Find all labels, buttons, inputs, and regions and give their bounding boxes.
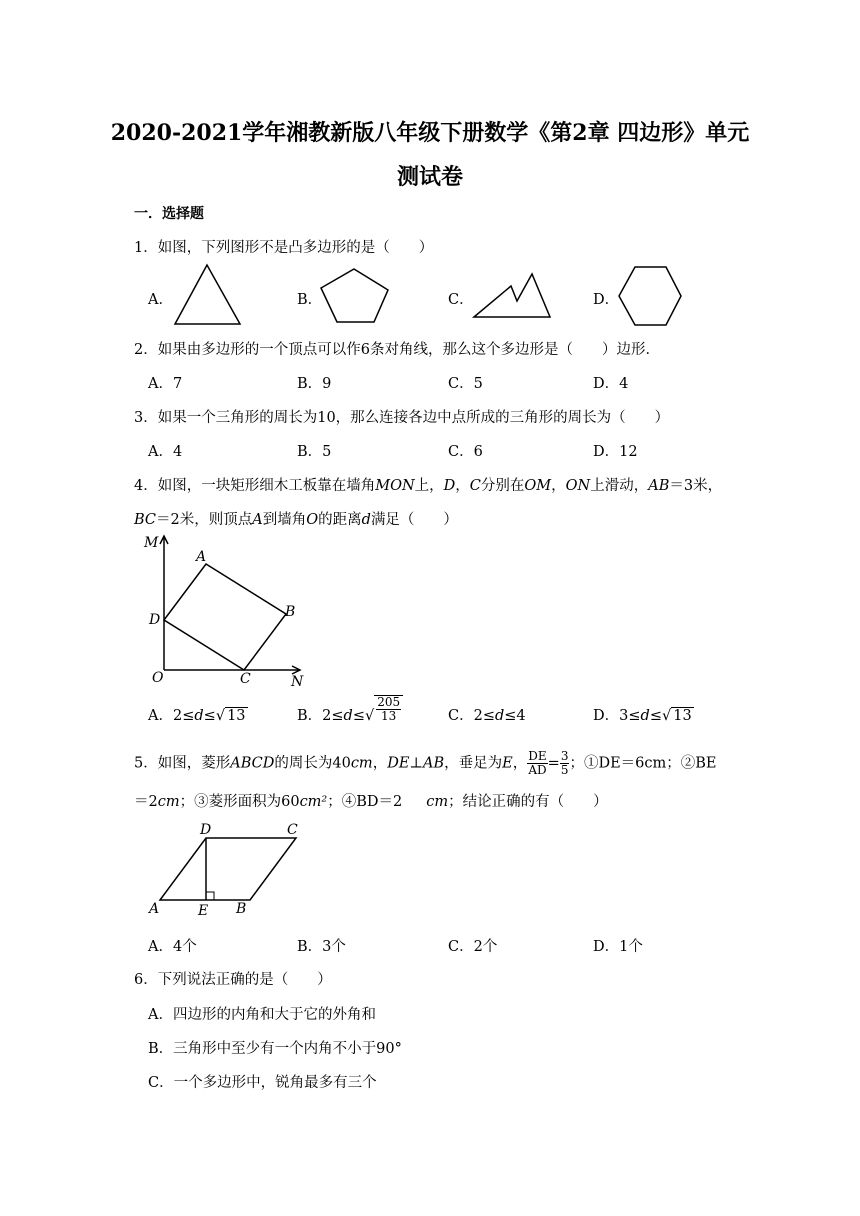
q3-option-d: D．12: [593, 444, 638, 460]
hexagon-figure: [616, 264, 684, 328]
q1-option-b: B．: [297, 292, 323, 308]
label-c: C: [287, 822, 298, 838]
q5-option-d: D．1个: [593, 939, 643, 955]
q2-option-c: C．5: [448, 376, 483, 392]
fraction-3-5: $\frac{3}{5}$: [560, 749, 569, 777]
label-e: E: [198, 903, 209, 919]
label-d: D: [200, 822, 212, 838]
q3-option-c: C．6: [448, 444, 483, 460]
q5-rhombus-figure: [146, 822, 306, 918]
label-a: A: [196, 549, 207, 565]
label-c: C: [240, 671, 251, 687]
label-n: N: [291, 674, 304, 690]
question-6-stem: 6．下列说法正确的是（ ）: [134, 972, 332, 988]
question-4-stem-line1: 4．如图，一块矩形细木工板靠在墙角MON上，D，C分别在OM，ON上滑动，AB＝3米，: [134, 478, 723, 494]
q6-option-c: C．一个多边形中，锐角最多有三个: [148, 1075, 377, 1091]
q4-option-a: A．2≤d≤√ 13: [148, 708, 246, 724]
exam-title-line1: 2020-2021学年湘教新版八年级下册数学《第2章 四边形》单元: [110, 120, 750, 146]
q1-option-c: C．: [448, 292, 474, 308]
question-1-stem: 1．如图，下列图形不是凸多边形的是（ ）: [134, 240, 434, 256]
label-b: B: [285, 604, 296, 620]
q3-option-a: A．4: [148, 444, 183, 460]
q2-option-b: B．9: [297, 376, 332, 392]
question-5-stem-line1: 5．如图，菱形ABCD的周长为40cm，DE⊥AB，垂足为E， $\frac{DE}{AD}$ = $\frac{3}{5}$ ；①DE＝6cm；②BE: [134, 749, 717, 777]
q2-option-a: A．7: [148, 376, 183, 392]
exam-title-line2: 测试卷: [396, 164, 463, 190]
q6-option-a: A．四边形的内角和大于它的外角和: [148, 1007, 376, 1023]
label-o: O: [152, 670, 164, 686]
q6-option-b: B．三角形中至少有一个内角不小于90°: [148, 1041, 402, 1057]
question-2-stem: 2．如果由多边形的一个顶点可以作6条对角线，那么这个多边形是（ ）边形．: [134, 342, 660, 358]
label-d: D: [149, 612, 161, 628]
triangle-figure: [172, 262, 244, 328]
label-b: B: [236, 901, 247, 917]
question-5-stem-line2: ＝2cm；③菱形面积为60cm²；④BD＝2 cm；结论正确的有（ ）: [134, 794, 608, 810]
q5-option-c: C．2个: [448, 939, 498, 955]
q4-option-d: D．3≤d≤√ 13: [593, 708, 692, 724]
q1-option-d: D．: [593, 292, 620, 308]
question-3-stem: 3．如果一个三角形的周长为10，那么连接各边中点所成的三角形的周长为（ ）: [134, 410, 670, 426]
q4-option-b: B．2≤d≤√ $\frac{205}{13}$: [297, 704, 403, 725]
pentagon-figure: [316, 266, 392, 326]
concave-polygon-figure: [470, 270, 554, 320]
label-m: M: [144, 535, 159, 551]
label-a: A: [149, 901, 160, 917]
question-4-stem-line2: BC＝2米，则顶点A到墙角O的距离d满足（ ）: [134, 512, 458, 528]
q2-option-d: D．4: [593, 376, 629, 392]
q5-option-a: A．4个: [148, 939, 197, 955]
fraction-de-ad: $\frac{DE}{AD}$: [528, 749, 547, 777]
q1-option-a: A．: [148, 292, 173, 308]
q3-option-b: B．5: [297, 444, 332, 460]
section-heading: 一．选择题: [134, 206, 204, 222]
q4-option-c: C．2≤d≤4: [448, 708, 526, 724]
q5-option-b: B．3个: [297, 939, 346, 955]
